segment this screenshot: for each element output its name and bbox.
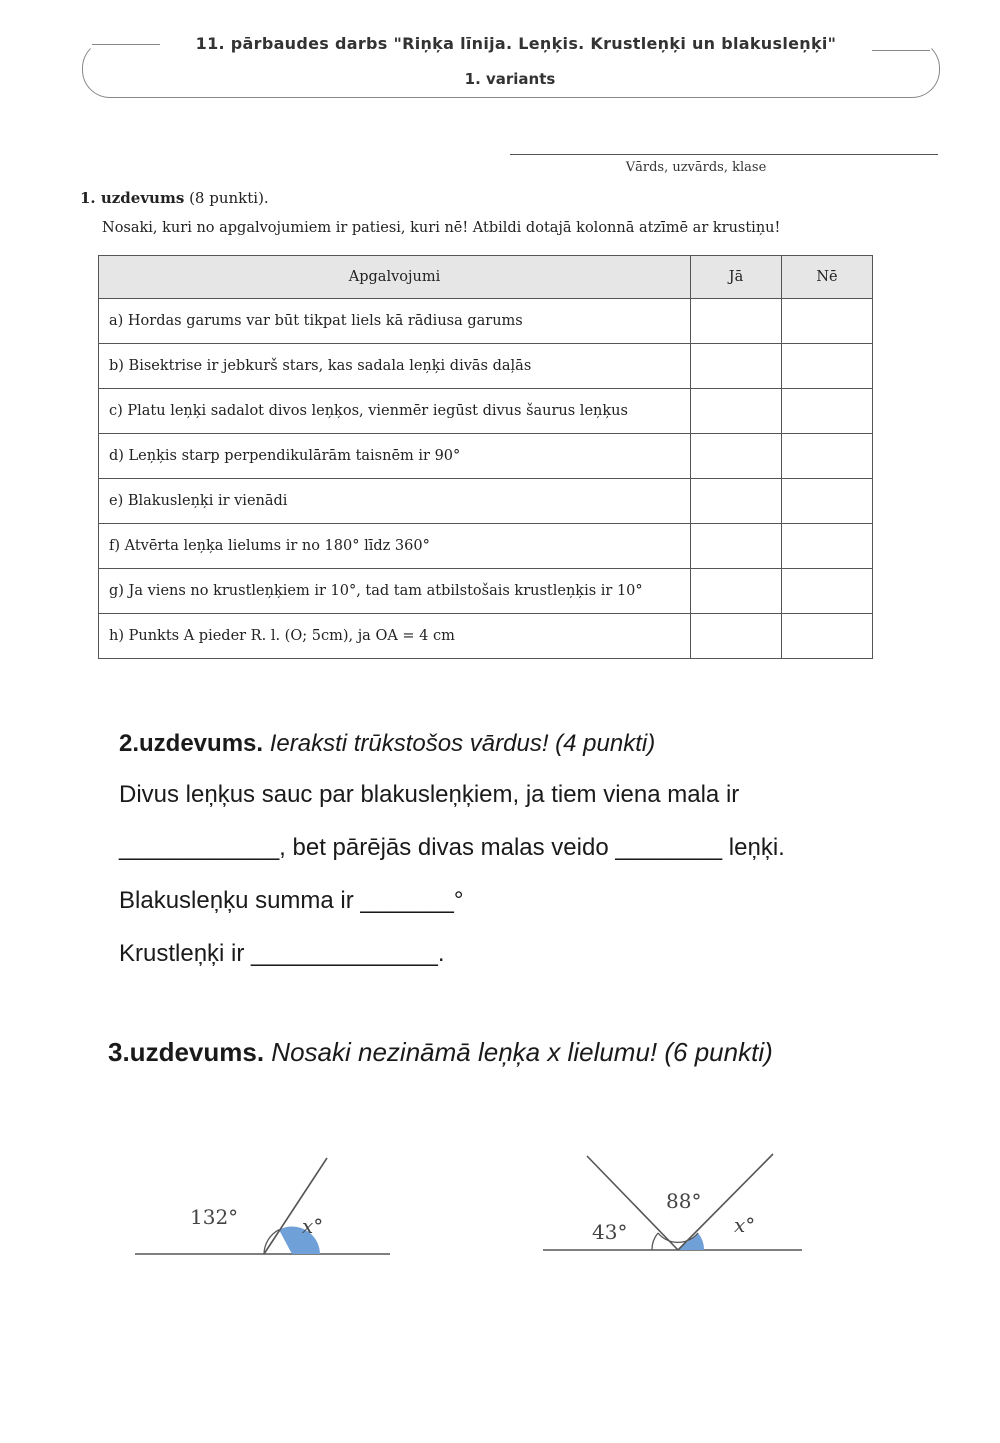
yes-checkbox-cell[interactable] — [691, 569, 782, 614]
yes-checkbox-cell[interactable] — [691, 614, 782, 659]
table-row — [99, 479, 873, 524]
header-rule-left — [92, 44, 160, 45]
column-header-no: Nē — [782, 256, 873, 299]
table-row — [99, 299, 873, 344]
angle-label-88: 88° — [666, 1189, 702, 1213]
task3-title: 3.uzdevums. — [108, 1037, 265, 1067]
angle-arc-43 — [652, 1233, 658, 1250]
table-row — [99, 434, 873, 479]
angle-label-132: 132° — [190, 1205, 239, 1229]
no-checkbox-cell[interactable] — [782, 434, 873, 479]
table-row — [99, 389, 873, 434]
no-checkbox-cell[interactable] — [782, 344, 873, 389]
yes-checkbox-cell[interactable] — [691, 389, 782, 434]
yes-checkbox-cell[interactable] — [691, 434, 782, 479]
no-checkbox-cell[interactable] — [782, 524, 873, 569]
task2-title: 2.uzdevums. — [119, 730, 264, 757]
angle-figure-2 — [540, 1148, 810, 1265]
no-checkbox-cell[interactable] — [782, 299, 873, 344]
statement-cell: b) Bisektrise ir jebkurš stars, kas sadala leņķi divās daļās — [99, 344, 691, 389]
table-row — [99, 614, 873, 659]
task1-instruction: Nosaki, kuri no apgalvojumiem ir patiesi, kuri nē! Atbildi dotajā kolonnā atzīmē ar krustiņu! — [102, 220, 781, 236]
angle-figure-1 — [130, 1150, 400, 1265]
table-row — [99, 524, 873, 569]
angle-label-43: 43° — [592, 1220, 628, 1244]
worksheet-title: 11. pārbaudes darbs "Riņķa līnija. Leņķis. Krustleņķi un blakusleņķi" — [195, 34, 837, 53]
task3-instruction: Nosaki nezināmā leņķa x lielumu! (6 punkti) — [271, 1037, 773, 1067]
no-checkbox-cell[interactable] — [782, 479, 873, 524]
task2-line-4[interactable]: Krustleņķi ir ______________. — [119, 940, 445, 967]
task2-line-2[interactable]: ____________, bet pārējās divas malas veido ________ leņķi. — [119, 834, 785, 861]
yes-checkbox-cell[interactable] — [691, 479, 782, 524]
task3-heading — [108, 1037, 773, 1068]
statement-cell: h) Punkts A pieder R. l. (O; 5cm), ja OA = 4 cm — [99, 614, 691, 659]
task1-title: 1. uzdevums — [80, 189, 185, 207]
yes-checkbox-cell[interactable] — [691, 344, 782, 389]
statements-table — [98, 255, 873, 659]
task1-heading — [80, 189, 269, 207]
no-checkbox-cell[interactable] — [782, 614, 873, 659]
task2-heading — [119, 730, 655, 758]
no-checkbox-cell[interactable] — [782, 389, 873, 434]
table-row — [99, 344, 873, 389]
task2-line-1: Divus leņķus sauc par blakusleņķiem, ja tiem viena mala ir — [119, 781, 740, 808]
statement-cell: e) Blakusleņķi ir vienādi — [99, 479, 691, 524]
task1-points: (8 punkti). — [189, 189, 269, 207]
table-row — [99, 569, 873, 614]
name-field-label: Vārds, uzvārds, klase — [625, 160, 767, 175]
task2-instruction: Ieraksti trūkstošos vārdus! (4 punkti) — [269, 730, 656, 757]
header-rule-right — [872, 50, 930, 51]
statement-cell: c) Platu leņķi sadalot divos leņķos, vienmēr iegūst divus šaurus leņķus — [99, 389, 691, 434]
column-header-statement: Apgalvojumi — [99, 256, 691, 299]
table-header-row — [99, 256, 873, 299]
task2-line-3[interactable]: Blakusleņķu summa ir _______° — [119, 887, 464, 914]
statement-cell: g) Ja viens no krustleņķiem ir 10°, tad tam atbilstošais krustleņķis ir 10° — [99, 569, 691, 614]
variant-label: 1. variants — [464, 70, 556, 88]
yes-checkbox-cell[interactable] — [691, 524, 782, 569]
no-checkbox-cell[interactable] — [782, 569, 873, 614]
column-header-yes: Jā — [691, 256, 782, 299]
unknown-angle-label: x° — [734, 1213, 756, 1237]
statement-cell: d) Leņķis starp perpendikulārām taisnēm ir 90° — [99, 434, 691, 479]
name-input-line[interactable] — [510, 154, 938, 155]
unknown-angle-label: x° — [302, 1214, 324, 1238]
statement-cell: a) Hordas garums var būt tikpat liels kā rādiusa garums — [99, 299, 691, 344]
statement-cell: f) Atvērta leņķa lielums ir no 180° līdz 360° — [99, 524, 691, 569]
yes-checkbox-cell[interactable] — [691, 299, 782, 344]
